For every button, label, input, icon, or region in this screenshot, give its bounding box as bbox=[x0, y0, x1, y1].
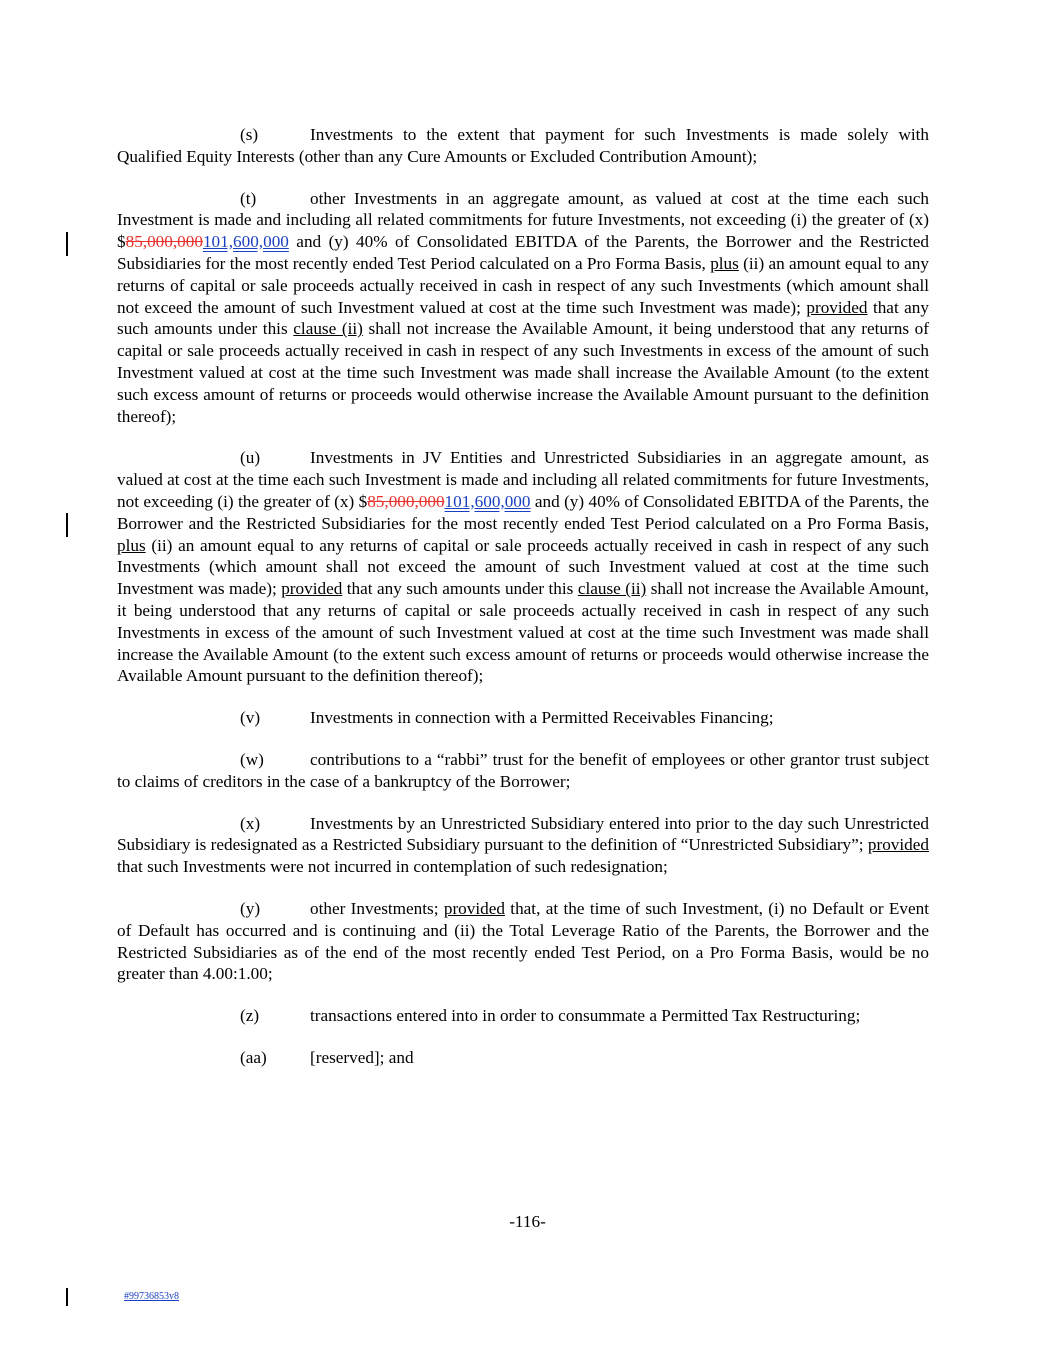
inserted-amount: 101,600,000 bbox=[444, 491, 531, 511]
provided-term: provided bbox=[443, 898, 505, 918]
clause-aa bbox=[117, 1047, 929, 1069]
clause-text: contributions to a “rabbi” trust for the benefit of employees or other grantor trust subject to claims of creditors in the case of a bankruptcy of the Borrower; bbox=[117, 749, 929, 791]
clause-text: [reserved]; and bbox=[310, 1047, 414, 1067]
clause-text: that any such amounts under this bbox=[117, 297, 929, 339]
change-bar-u bbox=[66, 513, 68, 537]
clause-text: (ii) an amount equal to any returns of capital or sale proceeds actually received in cash in respect of any such Investments (which amount shall not exceed the amount of such Investment valued at cost at the time such Investment was made); bbox=[117, 253, 929, 317]
clause-text: that such Investments were not incurred in contemplation of such redesignation; bbox=[117, 857, 668, 877]
clause-label: (t) bbox=[240, 188, 257, 208]
clause-label: (u) bbox=[240, 448, 261, 468]
page-number: -116- bbox=[509, 1212, 546, 1231]
plus-term: plus bbox=[117, 535, 146, 555]
provided-term: provided bbox=[281, 579, 343, 599]
change-bar-footer bbox=[66, 1288, 68, 1306]
clause-text: and (y) 40% of Consolidated EBITDA of the Parents, the Borrower and the Restricted Subsidiaries for the most recently ended Test Period calculated on a Pro Forma Basis, bbox=[117, 232, 929, 273]
clause-text: (ii) an amount equal to any returns of capital or sale proceeds actually received in cash in respect of any such Investments (which amount shall not exceed the amount of such Investment valued at cost at the time such Investment was made); bbox=[117, 535, 929, 599]
clause-text: transactions entered into in order to consummate a Permitted Tax Restructuring; bbox=[310, 1006, 861, 1026]
clause-z bbox=[117, 1005, 929, 1027]
clause-w bbox=[117, 749, 929, 793]
plus-term: plus bbox=[710, 253, 739, 273]
clause-reference: clause (ii) bbox=[577, 579, 647, 599]
clause-s bbox=[117, 124, 929, 168]
clause-reference: clause (ii) bbox=[293, 319, 363, 339]
deleted-amount: 85,000,000 bbox=[367, 491, 445, 511]
change-bar-t bbox=[66, 232, 68, 256]
clause-label: (s) bbox=[240, 125, 259, 144]
clause-label: (z) bbox=[240, 1006, 260, 1026]
clause-text: that any such amounts under this bbox=[342, 579, 578, 599]
clause-text: shall not increase the Available Amount, it being understood that any returns of capital or sale proceeds actually received in cash in respect of any such Investments in excess of the amount of such Investment valued at cost at the time such Investment was made shall increase the Available Amount (to the extent such excess amount of returns or proceeds would otherwise increase the Available Amount pursuant to the definition thereof); bbox=[117, 579, 929, 686]
deleted-amount: 85,000,000 bbox=[125, 232, 203, 252]
inserted-amount: 101,600,000 bbox=[202, 232, 289, 252]
provided-term: provided bbox=[867, 835, 929, 855]
clause-v bbox=[117, 707, 929, 729]
clause-label: (x) bbox=[240, 813, 261, 833]
clause-text: and (y) 40% of Consolidated EBITDA of the Parents, the Borrower and the Restricted Subsidiaries for the most recently ended Test Period calculated on a Pro Forma Basis, bbox=[117, 491, 929, 533]
clause-label: (w) bbox=[240, 749, 264, 769]
clause-text: Investments to the extent that payment for such Investments is made solely with Qualified Equity Interests (other than any Cure Amounts or Excluded Contribution Amount); bbox=[117, 125, 929, 166]
provided-term: provided bbox=[806, 297, 868, 317]
clause-x bbox=[117, 813, 929, 878]
clause-text: Investments in JV Entities and Unrestricted Subsidiaries in an aggregate amount, as valued at cost at the time each such Investment is made and including all related commitments for future Investments, not exceeding (i) the greater of (x) $ bbox=[117, 448, 929, 511]
clause-label: (y) bbox=[240, 898, 261, 918]
document-body bbox=[117, 124, 929, 1089]
document-id-link[interactable]: #99736853v8 bbox=[124, 1291, 179, 1302]
clause-text: Investments by an Unrestricted Subsidiary entered into prior to the day such Unrestricted Subsidiary is redesignated as a Restricted Subsidiary pursuant to the definition of “Unrestricted Subsidiary”; bbox=[117, 813, 929, 855]
clause-text: that, at the time of such Investment, (i) no Default or Event of Default has occurred and is continuing and (ii) the Total Leverage Ratio of the Parents, the Borrower and the Restricted Subsidiaries as of the end of the most recently ended Test Period, on a Pro Forma Basis, would be no greater than 4.00:1.00; bbox=[117, 898, 929, 984]
clause-label: (aa) bbox=[240, 1047, 267, 1067]
clause-label: (v) bbox=[240, 708, 261, 728]
clause-y bbox=[117, 898, 929, 985]
clause-text: Investments in connection with a Permitted Receivables Financing; bbox=[310, 708, 774, 728]
clause-text: other Investments; bbox=[310, 898, 444, 918]
clause-u bbox=[117, 447, 929, 687]
clause-t bbox=[117, 188, 929, 428]
clause-text: other Investments in an aggregate amount, as valued at cost at the time each such Investment is made and including all related commitments for future Investments, not exceeding (i) the greater of (x) $ bbox=[117, 188, 929, 252]
clause-text: shall not increase the Available Amount, it being understood that any returns of capital or sale proceeds actually received in cash in respect of any such Investments in excess of the amount of such Investment valued at cost at the time such Investment was made shall increase the Available Amount (to the extent such excess amount of returns or proceeds would otherwise increase the Available Amount pursuant to the definition thereof); bbox=[117, 319, 929, 426]
